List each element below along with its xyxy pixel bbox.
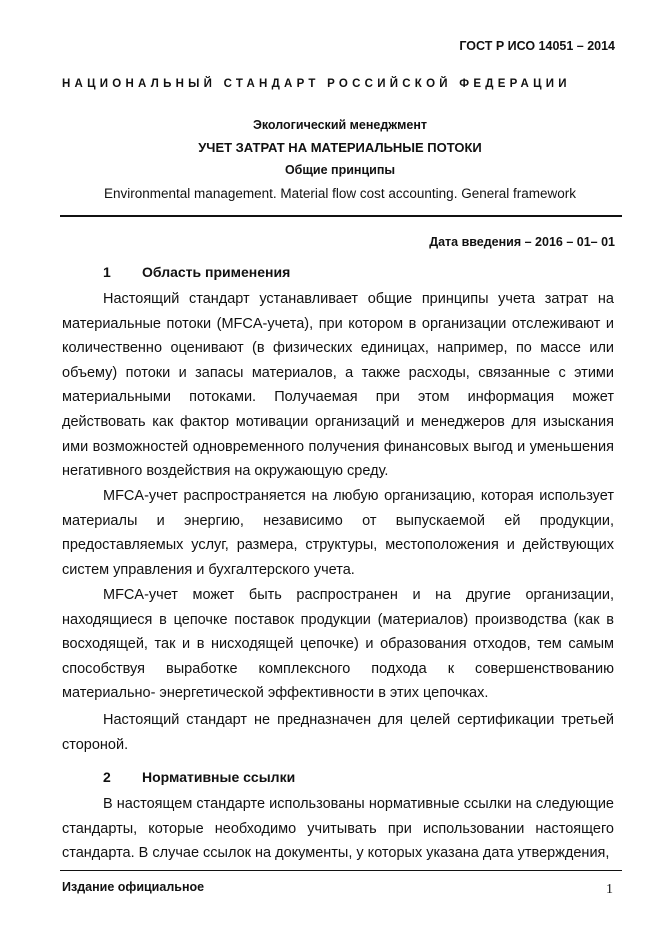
footer-divider <box>60 870 622 871</box>
standard-title: УЧЕТ ЗАТРАТ НА МАТЕРИАЛЬНЫЕ ПОТОКИ <box>198 140 482 155</box>
introduction-date: Дата введения – 2016 – 01– 01 <box>429 235 615 249</box>
page-number: 1 <box>606 882 613 897</box>
paragraph: Настоящий стандарт устанавливает общие принципы учета затрат на материальные потоки (MFCA-учета), при котором в организации отслеживают и количественно оценивают (в физических единицах, например, по массе или объему) потоки и запасы материалов, а также расходы, связанные с этими материальными потоками. Получаемая при этом информация может действовать как фактор мотивации организаций и менеджеров для изыскания ими возможностей одновременного получения финансовых выгод и уменьшения негативного воздействия на окружающую среду. <box>62 291 614 480</box>
section-title: Нормативные ссылки <box>142 769 296 785</box>
section-heading-2 <box>103 769 295 785</box>
paragraph: Настоящий стандарт не предназначен для целей сертификации третьей стороной. <box>62 712 614 753</box>
section-heading-1 <box>103 264 290 280</box>
section-number: 2 <box>103 769 111 785</box>
title-divider <box>60 215 622 217</box>
paragraph: MFCA-учет распространяется на любую организацию, которая использует материалы и энергию, независимо от выпускаемой ей продукции, предоставляемых услуг, размера, структуры, местоположения и действующих систем управления и бухгалтерского учета. <box>62 488 614 578</box>
official-edition-label: Издание официальное <box>62 880 205 894</box>
standard-subtitle: Общие принципы <box>284 163 396 177</box>
paragraph: MFCA-учет может быть распространен и на другие организации, находящиеся в цепочке поставок продукции (материалов) производства (как в восходящей, так и в нисходящей цепочке) и образования отходов, тем самым способствуя выработке комплексного подхода к совершенствованию материально- энергетической эффективности в этих цепочках. <box>62 587 614 702</box>
national-standard-banner: НАЦИОНАЛЬНЫЙ СТАНДАРТ РОССИЙСКОЙ ФЕДЕРАЦИИ <box>62 78 571 90</box>
section-number: 1 <box>103 264 111 280</box>
english-title: Environmental management. Material flow cost accounting. General framework <box>104 186 576 201</box>
paragraph: В настоящем стандарте использованы нормативные ссылки на следующие стандарты, которые необходимо учитывать при использовании настоящего стандарта. В случае ссылок на документы, у которых указана дата утверждения, <box>62 796 614 862</box>
section-title: Область применения <box>142 264 291 280</box>
standard-category: Экологический менеджмент <box>252 118 428 132</box>
document-code: ГОСТ Р ИСО 14051 – 2014 <box>459 39 615 53</box>
